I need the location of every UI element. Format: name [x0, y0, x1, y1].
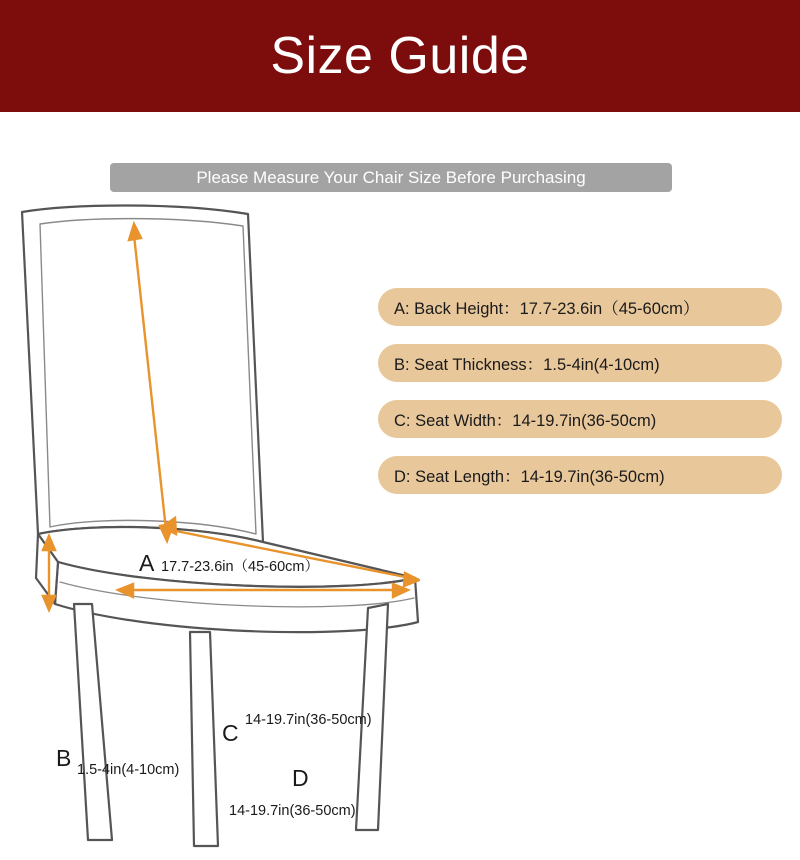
dim-label-a: 17.7-23.6in（45-60cm） — [161, 559, 319, 575]
legend-item-b — [378, 344, 782, 382]
page-title: Size Guide — [270, 27, 530, 85]
legend-item-a — [378, 288, 782, 326]
legend-item-d — [378, 456, 782, 494]
dim-label-c: 14-19.7in(36-50cm) — [245, 712, 372, 728]
dim-letter-a: A — [139, 550, 155, 576]
chair-illustration — [0, 190, 420, 850]
subtitle-text: Please Measure Your Chair Size Before Purchasing — [196, 167, 586, 187]
legend-list — [378, 288, 782, 512]
subtitle-banner — [110, 163, 672, 192]
legend-item-c-label: C: Seat Width：14-19.7in(36-50cm) — [394, 412, 657, 430]
dim-letter-c: C — [222, 720, 239, 746]
legend-item-b-label: B: Seat Thickness：1.5-4in(4-10cm) — [394, 356, 660, 374]
legend-item-a-label: A: Back Height：17.7-23.6in（45-60cm） — [394, 300, 700, 318]
legend-item-c — [378, 400, 782, 438]
dim-label-d: 14-19.7in(36-50cm) — [229, 803, 356, 819]
dim-letter-d: D — [292, 765, 309, 791]
dim-letter-b: B — [56, 745, 72, 771]
legend-item-d-label: D: Seat Length：14-19.7in(36-50cm) — [394, 468, 665, 486]
dim-label-b: 1.5-4in(4-10cm) — [77, 762, 180, 778]
header-banner — [0, 0, 800, 112]
